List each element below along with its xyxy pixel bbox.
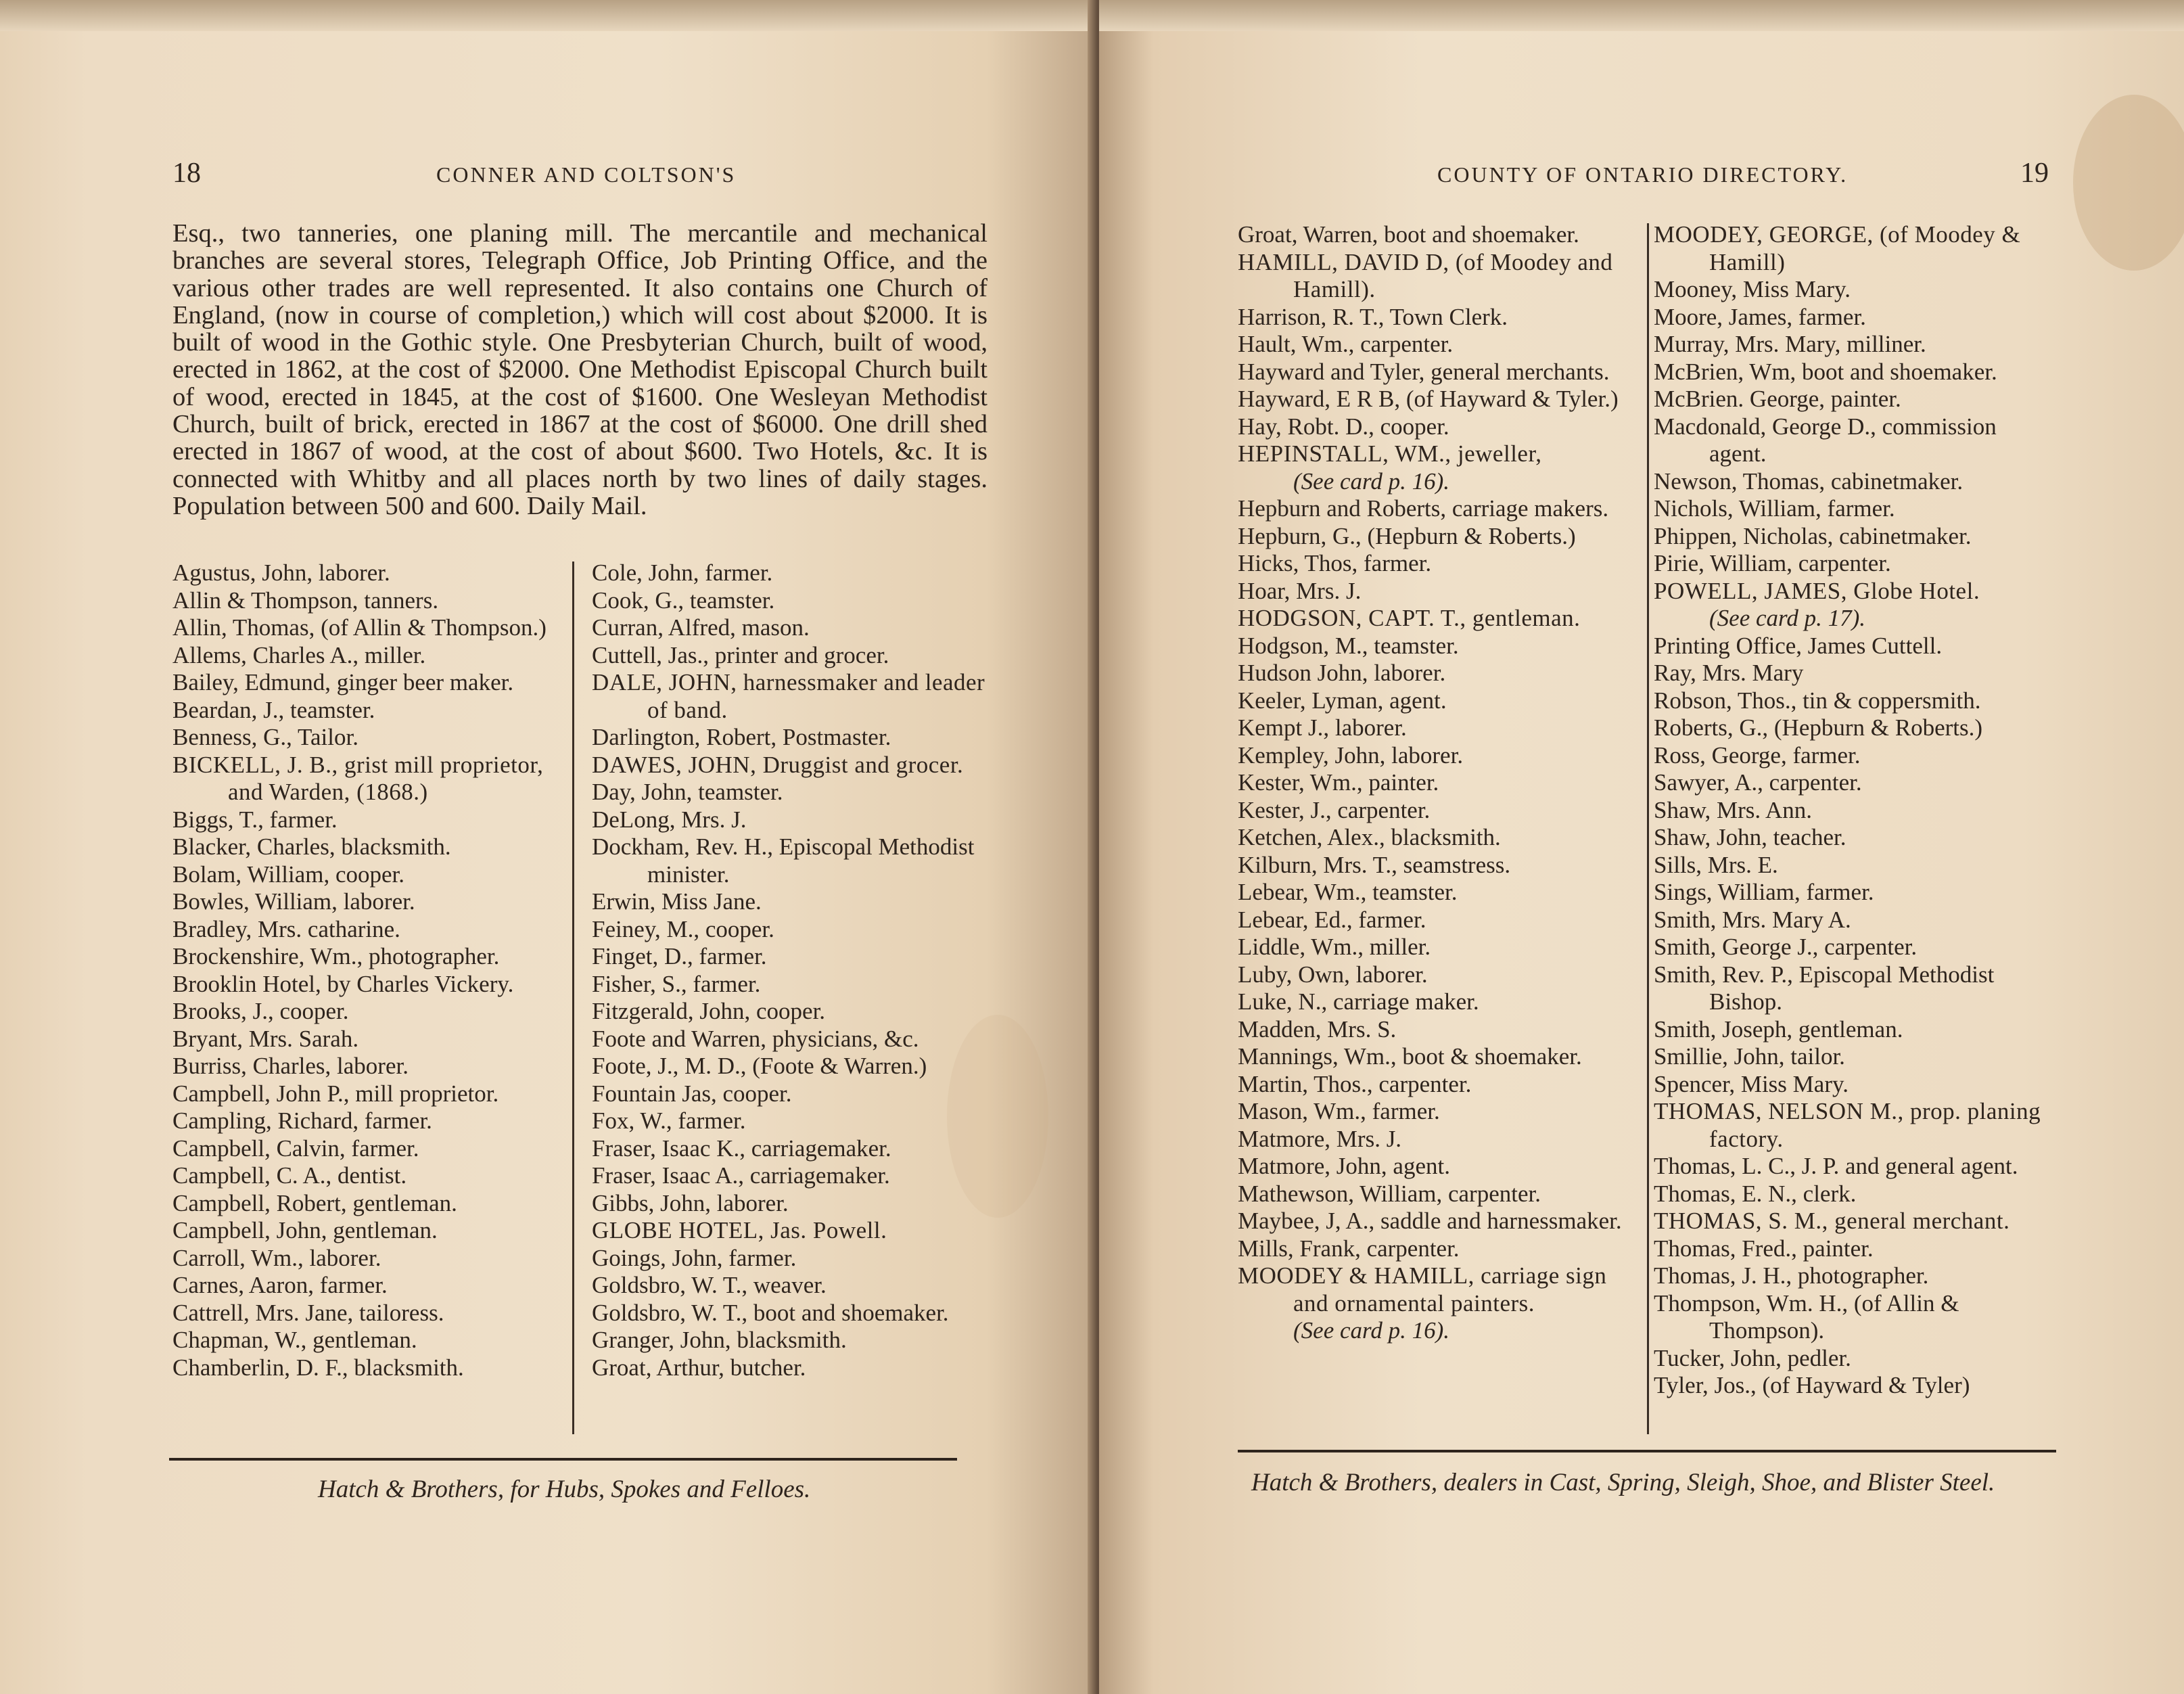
page-edge [1099,0,2184,31]
directory-entry: Ross, George, farmer. [1654,741,1861,769]
directory-entry: THOMAS, NELSON M., prop. planing factory. [1654,1098,2041,1152]
directory-entry: Thomas, J. H., photographer. [1654,1262,1929,1289]
directory-entry: Thomas, E. N., clerk. [1654,1180,1857,1207]
directory-entry: Fitzgerald, John, cooper. [592,998,826,1024]
directory-entry: Allems, Charles A., miller. [172,641,426,668]
directory-entry: Fisher, S., farmer. [592,970,761,997]
directory-entry: Harrison, R. T., Town Clerk. [1238,303,1508,330]
column-divider [572,562,574,1434]
directory-column-1 [172,559,565,1381]
directory-entry: Bowles, William, laborer. [172,888,415,915]
directory-entry: Smith, George J., carpenter. [1654,934,1918,960]
directory-entry: Printing Office, James Cuttell. [1654,632,1943,659]
directory-entry: Kempt J., laborer. [1238,714,1407,741]
directory-entry: Goings, John, farmer. [592,1244,797,1271]
directory-entry: (See card p. 17). [1709,605,1865,631]
directory-entry: Mills, Frank, carpenter. [1238,1235,1460,1262]
directory-entry: Campling, Richard, farmer. [172,1107,432,1134]
directory-entry: Pirie, William, carpenter. [1654,550,1891,576]
directory-entry: Finget, D., farmer. [592,943,767,969]
directory-entry: Curran, Alfred, mason. [592,614,810,641]
directory-entry: Hay, Robt. D., cooper. [1238,413,1449,440]
directory-entry: Granger, John, blacksmith. [592,1327,847,1353]
directory-entry: MOODEY & HAMILL, carriage sign and ornamental painters. [1238,1262,1607,1317]
directory-entry: Moore, James, farmer. [1654,303,1866,330]
directory-entry: Darlington, Robert, Postmaster. [592,724,891,750]
directory-entry: (See card p. 16). [1293,1317,1449,1344]
directory-entry: Hudson John, laborer. [1238,660,1446,686]
directory-entry: POWELL, JAMES, Globe Hotel. [1654,577,1980,604]
directory-entry: Burriss, Charles, laborer. [172,1053,409,1079]
advertisement-footer: Hatch & Brothers, dealers in Cast, Spring, Sleigh, Shoe, and Blister Steel. [1251,1469,1995,1496]
directory-column-2 [1654,221,2053,1400]
directory-entry: Fraser, Isaac K., carriagemaker. [592,1135,891,1162]
directory-entry: Hoar, Mrs. J. [1238,577,1362,604]
directory-entry: Thomas, L. C., J. P. and general agent. [1654,1153,2018,1179]
directory-entry: Bryant, Mrs. Sarah. [172,1025,359,1052]
directory-entry: Thompson, Wm. H., (of Allin & Thompson). [1654,1289,1959,1344]
directory-entry: Luke, N., carriage maker. [1238,988,1479,1015]
running-head: COUNTY OF ONTARIO DIRECTORY. [1437,162,1849,187]
directory-entry: McBrien. George, painter. [1654,386,1901,412]
directory-entry: Day, John, teamster. [592,779,783,805]
directory-entry: Bradley, Mrs. catharine. [172,915,400,942]
directory-entry: Fountain Jas, cooper. [592,1080,792,1107]
directory-entry: Martin, Thos., carpenter. [1238,1070,1472,1097]
directory-entry: Erwin, Miss Jane. [592,888,762,915]
directory-entry: Hepburn, G., (Hepburn & Roberts.) [1238,522,1576,549]
directory-entry: Shaw, Mrs. Ann. [1654,796,1812,823]
advertisement-footer: Hatch & Brothers, for Hubs, Spokes and Felloes. [318,1475,811,1503]
directory-entry: Allin, Thomas, (of Allin & Thompson.) [172,614,547,641]
directory-entry: Liddle, Wm., miller. [1238,934,1431,960]
directory-entry: Beardan, J., teamster. [172,696,375,723]
directory-entry: Hayward, E R B, (of Hayward & Tyler.) [1238,386,1619,412]
directory-entry: Phippen, Nicholas, cabinetmaker. [1654,522,1972,549]
directory-entry: Roberts, G., (Hepburn & Roberts.) [1654,714,1983,741]
directory-entry: Cole, John, farmer. [592,559,773,586]
directory-entry: Fox, W., farmer. [592,1107,746,1134]
directory-entry: Sings, William, farmer. [1654,879,1874,905]
directory-entry: Smith, Joseph, gentleman. [1654,1015,1903,1043]
directory-entry: Fraser, Isaac A., carriagemaker. [592,1162,890,1189]
directory-entry: Sawyer, A., carpenter. [1654,769,1862,796]
directory-entry: Macdonald, George D., commission agent. [1654,413,1997,467]
page-number: 19 [2020,158,2049,189]
directory-entry: Ray, Mrs. Mary [1654,660,1804,686]
directory-entry: Goldsbro, W. T., boot and shoemaker. [592,1299,949,1326]
footer-rule [1238,1450,2056,1452]
directory-entry: Feiney, M., cooper. [592,915,774,942]
directory-entry: BICKELL, J. B., grist mill proprietor, and Warden, (1868.) [172,751,544,805]
directory-column-1 [1238,221,1637,1345]
description-paragraph: Esq., two tanneries, one planing mill. The mercantile and mechanical branches are several stores, Telegraph Office, Job Printing Office, and the various other trades are well represented. It also contains one Church of England, (now in course of completion,) which will cost about $2000. It is built of wood in the Gothic style. One Presbyterian Church, built of wood, erected in 1862, at the cost of $2000. One Methodist Episcopal Church built of wood, erected in 1845, at the cost of $1600. One Wesleyan Methodist Church, built of brick, erected in 1867 at the cost of $6000. One drill shed erected in 1867 of wood, at the cost of about $600. Two Hotels, &c. It is connected with Whitby and all places north by two lines of daily stages. Population between 500 and 600. Daily Mail. [172,219,988,520]
directory-entry: Cuttell, Jas., printer and grocer. [592,641,889,668]
directory-entry: Nichols, William, farmer. [1654,495,1895,522]
directory-entry: MOODEY, GEORGE, (of Moodey & Hamill) [1654,221,2021,275]
directory-entry: Blacker, Charles, blacksmith. [172,833,451,860]
directory-entry: Foote, J., M. D., (Foote & Warren.) [592,1053,927,1079]
directory-entry: Smith, Mrs. Mary A. [1654,906,1851,933]
directory-entry: Shaw, John, teacher. [1654,824,1846,850]
right-page [1099,0,2184,1694]
directory-entry: Kempley, John, laborer. [1238,741,1464,769]
directory-entry: Foote and Warren, physicians, &c. [592,1025,919,1052]
directory-entry: Cook, G., teamster. [592,587,775,614]
directory-entry: DeLong, Mrs. J. [592,806,747,833]
directory-entry: Hodgson, M., teamster. [1238,632,1459,659]
directory-entry: Brockenshire, Wm., photographer. [172,943,500,969]
directory-entry: Carroll, Wm., laborer. [172,1244,381,1271]
page-edge [0,0,1096,31]
directory-entry: Tyler, Jos., (of Hayward & Tyler) [1654,1372,1970,1398]
directory-entry: Madden, Mrs. S. [1238,1015,1397,1043]
directory-entry: Chamberlin, D. F., blacksmith. [172,1354,464,1381]
column-divider [1647,223,1649,1434]
directory-entry: Groat, Warren, boot and shoemaker. [1238,221,1579,248]
town-description [172,220,988,520]
directory-entry: Brooklin Hotel, by Charles Vickery. [172,970,514,997]
directory-entry: Carnes, Aaron, farmer. [172,1272,388,1298]
directory-entry: Campbell, Robert, gentleman. [172,1189,457,1216]
directory-entry: Dockham, Rev. H., Episcopal Methodist minister. [592,833,975,888]
directory-entry: Kester, Wm., painter. [1238,769,1439,796]
directory-entry: Mathewson, William, carpenter. [1238,1180,1541,1207]
directory-entry: Benness, G., Tailor. [172,724,358,750]
directory-entry: Tucker, John, pedler. [1654,1344,1851,1371]
directory-entry: Mannings, Wm., boot & shoemaker. [1238,1043,1582,1070]
directory-entry: Campbell, C. A., dentist. [172,1162,407,1189]
directory-entry: Matmore, Mrs. J. [1238,1125,1402,1152]
directory-entry: Spencer, Miss Mary. [1654,1070,1849,1097]
directory-entry: Thomas, Fred., painter. [1654,1235,1874,1262]
page-number: 18 [172,158,201,189]
directory-entry: Hepburn and Roberts, carriage makers. [1238,495,1609,522]
directory-entry: Keeler, Lyman, agent. [1238,687,1447,714]
directory-entry: Hault, Wm., carpenter. [1238,331,1454,357]
directory-entry: Mooney, Miss Mary. [1654,276,1851,302]
directory-entry: Campbell, John P., mill proprietor. [172,1080,499,1107]
directory-entry: Luby, Own, laborer. [1238,961,1428,988]
footer-rule [169,1458,957,1461]
directory-entry: Kester, J., carpenter. [1238,796,1431,823]
directory-entry: Campbell, Calvin, farmer. [172,1135,419,1162]
directory-entry: HAMILL, DAVID D, (of Moodey and Hamill). [1238,248,1613,302]
directory-entry: Lebear, Ed., farmer. [1238,906,1426,933]
directory-entry: Matmore, John, agent. [1238,1153,1450,1179]
directory-entry: McBrien, Wm, boot and shoemaker. [1654,358,1997,385]
directory-entry: Smith, Rev. P., Episcopal Methodist Bishop. [1654,961,1995,1015]
directory-entry: Kilburn, Mrs. T., seamstress. [1238,851,1511,878]
directory-entry: Mason, Wm., farmer. [1238,1098,1440,1124]
directory-column-2 [592,559,988,1381]
directory-entry: Hayward and Tyler, general merchants. [1238,358,1610,385]
directory-entry: Groat, Arthur, butcher. [592,1354,806,1381]
paper-stain [2073,95,2184,271]
directory-entry: Sills, Mrs. E. [1654,851,1778,878]
directory-entry: Brooks, J., cooper. [172,998,349,1024]
directory-entry: Bailey, Edmund, ginger beer maker. [172,669,514,695]
directory-entry: GLOBE HOTEL, Jas. Powell. [592,1217,887,1243]
directory-entry: DAWES, JOHN, Druggist and grocer. [592,751,964,778]
paper-stain [947,1015,1048,1218]
directory-entry: Gibbs, John, laborer. [592,1189,789,1216]
directory-entry: Maybee, J, A., saddle and harnessmaker. [1238,1208,1622,1234]
directory-entry: Biggs, T., farmer. [172,806,338,833]
directory-entry: Murray, Mrs. Mary, milliner. [1654,331,1926,357]
directory-entry: HEPINSTALL, WM., jeweller, [1238,440,1542,467]
running-head: CONNER AND COLTSON'S [436,162,737,187]
directory-entry: Newson, Thomas, cabinetmaker. [1654,467,1964,495]
directory-entry: Lebear, Wm., teamster. [1238,879,1458,905]
directory-entry: (See card p. 16). [1293,467,1449,495]
directory-entry: Hicks, Thos, farmer. [1238,550,1432,576]
directory-entry: THOMAS, S. M., general merchant. [1654,1208,2010,1234]
directory-entry: DALE, JOHN, harnessmaker and leader of band. [592,669,985,723]
directory-entry: Cattrell, Mrs. Jane, tailoress. [172,1299,444,1326]
directory-entry: Bolam, William, cooper. [172,861,405,888]
directory-entry: HODGSON, CAPT. T., gentleman. [1238,605,1581,631]
directory-entry: Allin & Thompson, tanners. [172,587,439,614]
directory-entry: Smillie, John, tailor. [1654,1043,1845,1070]
directory-entry: Campbell, John, gentleman. [172,1217,438,1243]
directory-entry: Ketchen, Alex., blacksmith. [1238,824,1501,850]
directory-entry: Goldsbro, W. T., weaver. [592,1272,827,1298]
directory-entry: Agustus, John, laborer. [172,559,390,586]
directory-entry: Chapman, W., gentleman. [172,1327,417,1353]
directory-entry: Robson, Thos., tin & coppersmith. [1654,687,1981,714]
